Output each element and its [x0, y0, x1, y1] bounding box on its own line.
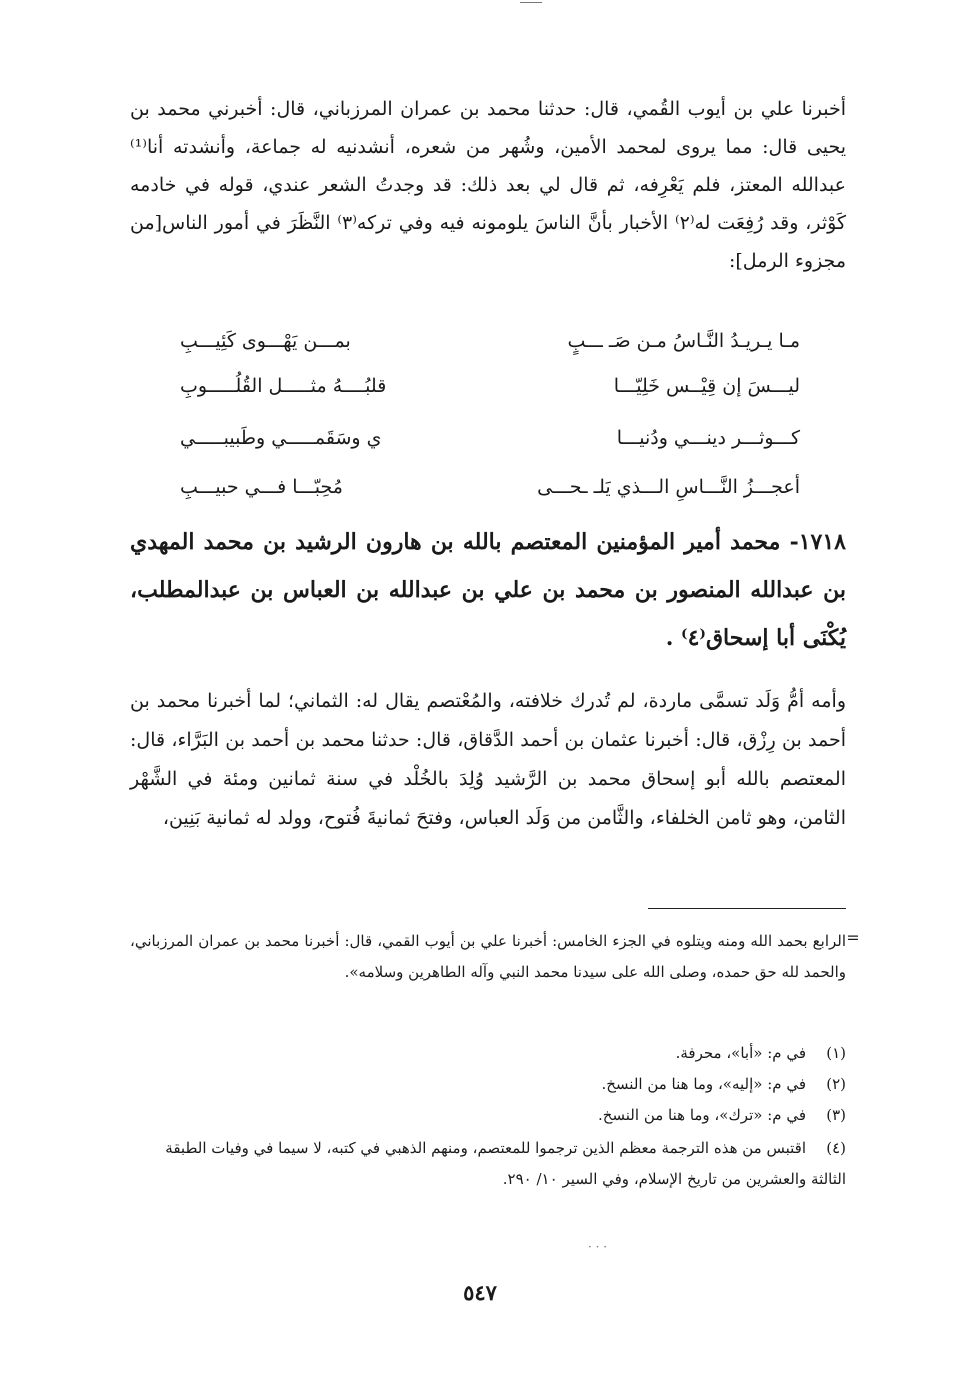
entry-heading: ١٧١٨- محمد أمير المؤمنين المعتصم بالله بن هارون الرشيد بن محمد المهدي بن عبدالله المنصور بن محمد بن علي بن عبدالله بن العباس بن عبدالمطلب، يُكْنَى أبا إسحاق⁽٤⁾ . — [130, 529, 846, 651]
footnote-number: (٢) — [826, 1075, 846, 1093]
footnote — [130, 1069, 846, 1100]
footnote — [130, 1038, 846, 1069]
footnote-continuation: الرابع بحمد الله ومنه ويتلوه في الجزء الخامس: أخبرنا علي بن أيوب القمي، قال: أخبرنا محمد بن عمران المرزباني، والحمد لله حق حمده، وصلى الله على سيدنا محمد النبي وآله الطاهرين وسلامه». — [130, 932, 846, 981]
verse-line — [180, 322, 800, 359]
footnote-continuation-mark: = — [846, 928, 860, 947]
footnote-number: (١) — [826, 1044, 846, 1062]
biography-paragraph: وأمه أمُّ وَلَد تسمَّى ماردة، لم تُدرك خلافته، والمُعْتصم يقال له: الثماني؛ لما أخبرنا محمد بن أحمد بن رِزْق، قال: أخبرنا عثمان بن أحمد الدَّقاق، قال: حدثنا محمد بن أحمد بن البَرَّاء، قال: المعتصم بالله أبو إسحاق محمد بن الرَّشيد وُلِدَ بالخُلْد في سنة ثمانين ومئة في الشَّهْر الثامن، وهو ثامن الخلفاء، والثَّامن من وَلَد العباس، وفتحَ ثمانيةَ فُتوح، وولد له ثمانية بَنِين، — [130, 690, 846, 829]
verse-second-hemistich: مُحِبّـــا فـــي حبيـــبِ — [180, 475, 343, 498]
verse-second-hemistich: ي وسَقَمـــــي وطَبيبـــــي — [180, 426, 382, 449]
footnote — [130, 1100, 846, 1131]
verse-first-hemistich: مـا يـريـدُ النَّـاسُ مـن صَـ ـــبٍ — [567, 329, 800, 352]
verse-second-hemistich: قلبُــــهُ مثـــــل القُلُـــــوبِ — [180, 374, 387, 397]
verse-line — [180, 468, 800, 505]
page-number: ٥٤٧ — [463, 1280, 497, 1305]
verse-second-hemistich: بمـــن يَهْـــوى كَئِيـــبِ — [180, 329, 351, 352]
verse-first-hemistich: ليـــسَ إن قِيْــس خَلِيّـــا — [613, 374, 800, 397]
bottom-ornament: · · · — [588, 1240, 608, 1254]
footnote-divider — [648, 908, 846, 909]
footnote — [130, 1133, 846, 1195]
opening-paragraph: أخبرنا علي بن أيوب القُمي، قال: حدثنا محمد بن عمران المرزباني، قال: أخبرني محمد بن يحيى قال: مما يروى لمحمد الأمين، وشُهر من شعره، أنشدنيه له جماعة، وأنشدته أنا⁽¹⁾ عبدالله المعتز، فلم يَعْرِفه، ثم قال لي بعد ذلك: قد وجدتُ الشعر عندي، قوله في خادمه كَوْثر، وقد رُفِعَت له⁽٢⁾ الأخبار بأنَّ الناسَ يلومونه فيه وفي تركه⁽٣⁾ النَّظَرَ في أمور الناس[من مجزوء الرمل]: — [130, 98, 846, 272]
verse-line — [180, 367, 800, 404]
verse-first-hemistich: أعجـــزُ النَّـــاسِ الـــذي يَلـ ـحـــى — [537, 475, 800, 498]
footnote-text: في م: «إليه»، وما هنا من النسخ. — [601, 1075, 806, 1093]
footnote-text: اقتبس من هذه الترجمة معظم الذين ترجموا للمعتصم، ومنهم الذهبي في كتبه، لا سيما في وفيات الطبقة الثالثة والعشرين من تاريخ الإسلام، وفي السير ١٠/ ٢٩٠. — [165, 1139, 846, 1188]
footnote-text: في م: «أبا»، محرفة. — [675, 1044, 806, 1062]
footnote-number: (٣) — [826, 1106, 846, 1124]
footnote-text: في م: «ترك»، وما هنا من النسخ. — [597, 1106, 806, 1124]
top-edge-mark — [520, 2, 542, 3]
verse-line — [180, 419, 800, 456]
verse-first-hemistich: كـــوثـــر دينـــي ودُنيـــا — [616, 426, 800, 449]
footnote-number: (٤) — [826, 1139, 846, 1157]
